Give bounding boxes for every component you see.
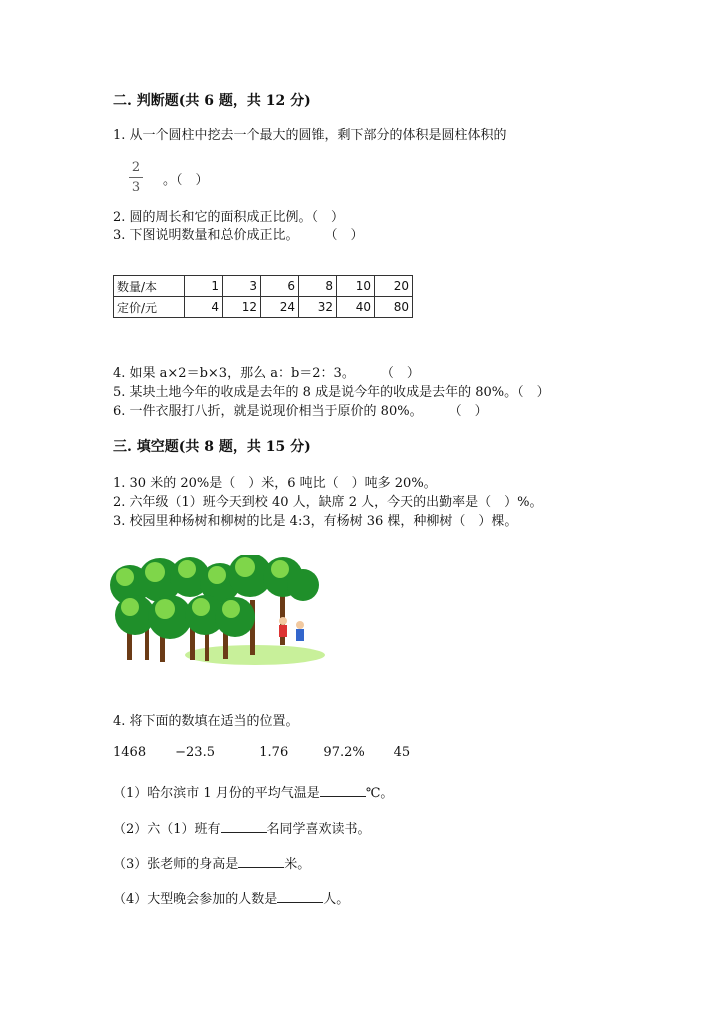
fill-sub3 xyxy=(113,853,310,872)
blank-line xyxy=(277,890,323,903)
number-item: 1468 xyxy=(113,745,147,760)
sub3-unit: 米。 xyxy=(284,857,311,872)
blank-line xyxy=(221,820,267,833)
fraction xyxy=(128,160,144,195)
sub3-text: （3）张老师的身高是 xyxy=(113,857,239,872)
fraction-denominator: 3 xyxy=(131,180,141,195)
blank-line xyxy=(238,855,284,868)
section2-title: 二. 判断题(共 6 题，共 12 分) xyxy=(113,93,311,109)
sub2-text: （2）六（1）班有 xyxy=(113,822,221,837)
sub1-unit: ℃。 xyxy=(365,786,394,801)
sub4-text: （4）大型晚会参加的人数是 xyxy=(113,892,278,907)
judge-q1: 1. 从一个圆柱中挖去一个最大的圆锥，剩下部分的体积是圆柱体积的 xyxy=(113,128,507,143)
fraction-bar xyxy=(129,177,143,178)
table-cell: 32 xyxy=(299,297,337,318)
table-cell: 80 xyxy=(375,297,413,318)
table-cell: 12 xyxy=(223,297,261,318)
fill-q3: 3. 校园里种杨树和柳树的比是 4:3，有杨树 36 棵，种柳树（ ）棵。 xyxy=(113,514,518,529)
table-cell: 6 xyxy=(261,276,299,297)
trees-illustration xyxy=(105,555,330,667)
section3-title: 三. 填空题(共 8 题，共 15 分) xyxy=(113,439,311,455)
table-cell: 4 xyxy=(185,297,223,318)
table-cell: 定价/元 xyxy=(114,297,185,318)
sub4-unit: 人。 xyxy=(323,892,350,907)
table-row xyxy=(114,297,413,318)
table-cell: 数量/本 xyxy=(114,276,185,297)
sub1-text: （1）哈尔滨市 1 月份的平均气温是 xyxy=(113,786,320,801)
fill-sub4 xyxy=(113,888,349,907)
number-item: 45 xyxy=(393,745,411,760)
table-row xyxy=(114,276,413,297)
judge-q4: 4. 如果 a×2＝b×3，那么 a：b＝2：3。 （ ） xyxy=(113,366,420,381)
fraction-numerator: 2 xyxy=(131,160,141,175)
fill-q4: 4. 将下面的数填在适当的位置。 xyxy=(113,714,299,729)
number-item: 1.76 xyxy=(259,745,289,760)
fill-sub2 xyxy=(113,818,371,837)
number-item: −23.5 xyxy=(175,745,215,760)
table-cell: 24 xyxy=(261,297,299,318)
number-list xyxy=(113,745,410,760)
table-cell: 3 xyxy=(223,276,261,297)
blank-line xyxy=(320,784,366,797)
number-item: 97.2% xyxy=(323,745,365,760)
quantity-price-table xyxy=(113,275,413,318)
table-cell: 1 xyxy=(185,276,223,297)
table-cell: 8 xyxy=(299,276,337,297)
fill-q2: 2. 六年级（1）班今天到校 40 人，缺席 2 人，今天的出勤率是（ ）%。 xyxy=(113,495,543,510)
judge-q6: 6. 一件衣服打八折，就是说现价相当于原价的 80%。 （ ） xyxy=(113,404,488,419)
fill-q1: 1. 30 米的 20%是（ ）米，6 吨比（ ）吨多 20%。 xyxy=(113,476,437,491)
table-cell: 40 xyxy=(337,297,375,318)
judge-q1-tail: 。（ ） xyxy=(163,173,209,188)
judge-q3: 3. 下图说明数量和总价成正比。 （ ） xyxy=(113,228,364,243)
judge-q5: 5. 某块土地今年的收成是去年的 8 成是说今年的收成是去年的 80%。（ ） xyxy=(113,385,550,400)
fill-sub1 xyxy=(113,782,393,801)
sub2-unit: 名同学喜欢读书。 xyxy=(266,822,371,837)
table-cell: 20 xyxy=(375,276,413,297)
judge-q2: 2. 圆的周长和它的面积成正比例。（ ） xyxy=(113,210,345,225)
table-cell: 10 xyxy=(337,276,375,297)
